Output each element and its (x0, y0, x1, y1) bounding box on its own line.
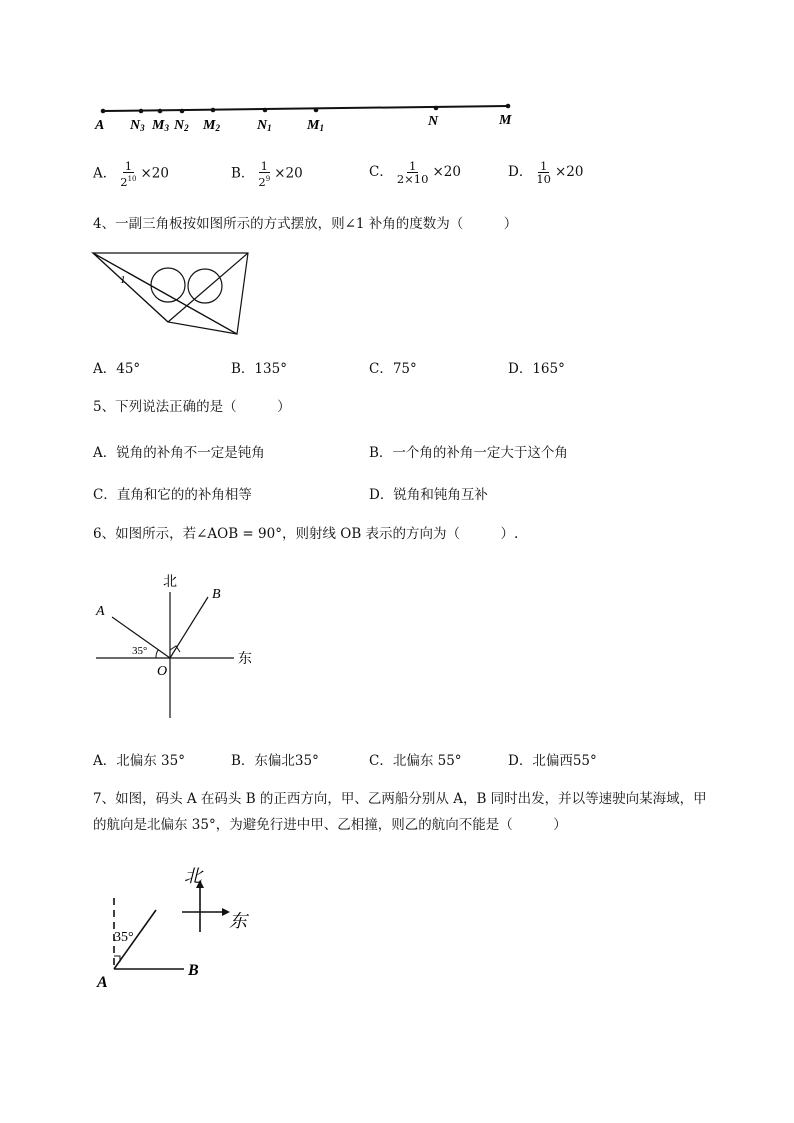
point-a-label: A (97, 974, 108, 991)
label-m: M (499, 113, 512, 128)
q5-option-d[interactable]: D．锐角和钝角互补 (369, 487, 488, 503)
label-m1: M1 (307, 118, 324, 133)
point-a-label: A (96, 604, 105, 619)
label-a: A (95, 118, 105, 133)
angle-1-label: 1 (120, 274, 126, 286)
q5-option-a[interactable]: A．锐角的补角不一定是钝角 (93, 445, 265, 461)
q6-option-a[interactable]: A．北偏东 35° (93, 753, 185, 769)
q4-option-c[interactable]: C．75° (369, 361, 417, 377)
label-n2: N2 (174, 118, 189, 133)
q3-option-c[interactable]: C． $\frac{1}{2\times 10}$ ×20 (369, 159, 461, 186)
q3-option-d[interactable]: D． $\frac{1}{10}$ ×20 (508, 159, 584, 186)
label-m3: M3 (152, 118, 169, 133)
q3-option-b[interactable]: B． $\frac{1}{2^9}$ ×20 (231, 159, 303, 189)
q5-option-b[interactable]: B．一个角的补角一定大于这个角 (369, 445, 568, 461)
q6-option-d[interactable]: D．北偏西55° (508, 753, 597, 769)
point-b-label: B (188, 962, 199, 979)
label-n: N (428, 114, 439, 129)
q5-stem: 5、下列说法正确的是（ ） (93, 399, 291, 415)
origin-o-label: O (157, 664, 168, 679)
point-b-label: B (212, 587, 221, 602)
east-label: 东 (238, 652, 252, 667)
q6-option-b[interactable]: B．东偏北35° (231, 753, 319, 769)
angle-35-label: 35° (114, 930, 134, 945)
angle-35-label: 35° (132, 645, 148, 657)
q5-option-c[interactable]: C．直角和它的的补角相等 (93, 487, 252, 503)
q7-stem-line1: 7、如图，码头 A 在码头 B 的正西方向，甲、乙两船分别从 A，B 同时出发，并以等速驶向某海域，甲 (93, 791, 707, 807)
label-m2: M2 (203, 118, 220, 133)
q4-option-b[interactable]: B．135° (231, 361, 287, 377)
north-label: 北 (163, 575, 177, 590)
q7-stem-line2: 的航向是北偏东 35°，为避免行进中甲、乙相撞，则乙的航向不能是（ ） (93, 817, 567, 833)
label-n1: N1 (257, 118, 272, 133)
q6-stem: 6、如图所示，若∠AOB = 90°，则射线 OB 表示的方向为（ ）. (93, 526, 519, 542)
q4-stem: 4、一副三角板按如图所示的方式摆放，则∠1 补角的度数为（ ） (93, 216, 518, 232)
q3-option-a[interactable]: A． $\frac{1}{2^{10}}$ ×20 (93, 159, 169, 189)
q4-option-d[interactable]: D．165° (508, 361, 565, 377)
q6-option-c[interactable]: C．北偏东 55° (369, 753, 462, 769)
east-label: 东 (229, 911, 247, 931)
north-label: 北 (184, 866, 202, 886)
label-n3: N3 (130, 118, 145, 133)
q4-option-a[interactable]: A．45° (93, 361, 141, 377)
